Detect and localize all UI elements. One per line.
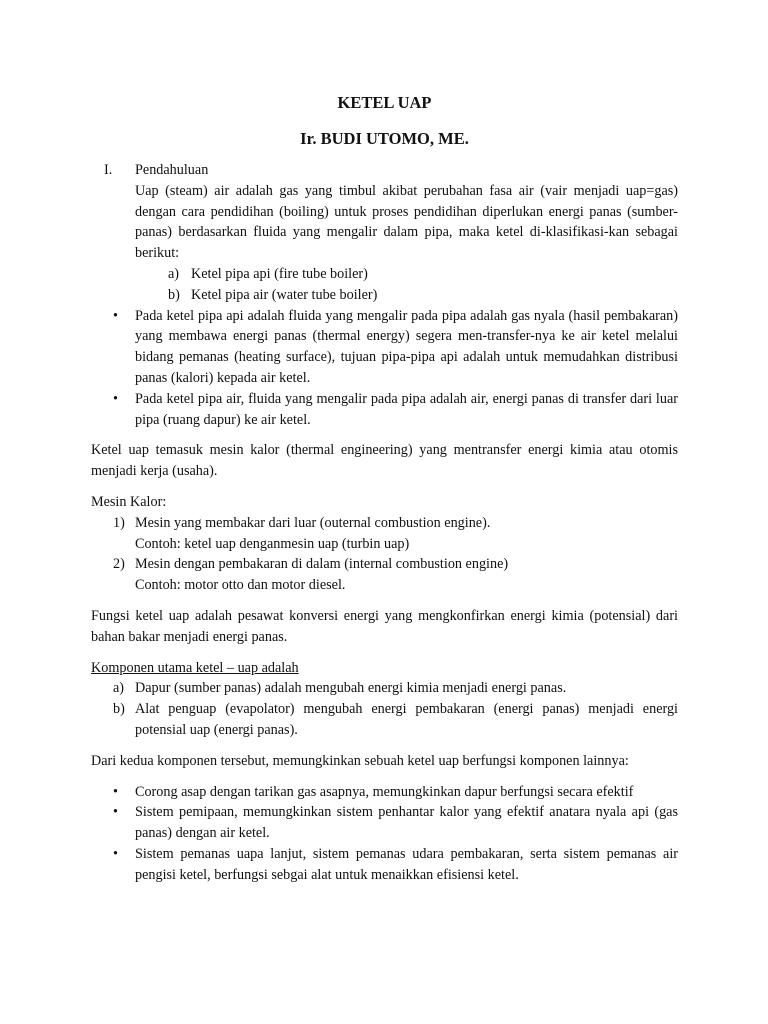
document-body [91,92,678,886]
list-marker: b) [168,286,180,303]
engine-list [91,513,678,596]
list-item-example: Contoh: ketel uap denganmesin uap (turbin uap) [135,535,410,552]
list-item [91,844,678,886]
list-marker: b) [113,701,125,718]
list-item-text: Pada ketel pipa api adalah fluida yang mengalir pada pipa adalah gas nyala (hasil pembakaran) yang membawa energi panas (thermal energy) segera men-transfer-nya ke air ketel melalui bidang pemanas (heating surface), tujuan pipa-pipa api adalah untuk memudahkan distribusi panas (kalori) kepada air ketel. [135,307,678,386]
list-item-text: Mesin yang membakar dari luar (outernal combustion engine). [135,514,491,531]
boiler-bullet-list [91,306,678,431]
section-heading: Pendahuluan [135,162,209,178]
boiler-type-list [168,264,678,306]
list-item [168,264,678,285]
list-item-text: Sistem pemipaan, memungkinkan sistem penhantar kalor yang efektif anatara nyala api (gas panas) dengan air ketel. [135,804,678,842]
list-item [91,678,678,699]
list-item [91,554,678,596]
list-item [91,389,678,431]
bullet-marker: • [113,845,118,862]
document-title: KETEL UAP [337,93,432,112]
list-item [91,699,678,741]
list-item-text: Mesin dengan pembakaran di dalam (internal combustion engine) [135,556,509,573]
list-item-text: Dapur (sumber panas) adalah mengubah energi kimia menjadi energi panas. [135,680,567,697]
list-item-text: Ketel pipa api (fire tube boiler) [191,265,368,282]
list-marker: 1) [113,514,125,531]
components-list [91,678,678,740]
section-number: I. [104,162,113,178]
list-item-example: Contoh: motor otto dan motor diesel. [135,577,346,594]
list-item-text: Ketel pipa air (water tube boiler) [191,286,378,303]
other-components-list [91,782,678,886]
paragraph: Fungsi ketel uap adalah pesawat konversi energi yang mengkonfirkan energi kimia (potensial) dari bahan bakar menjadi energi panas. [91,607,678,645]
list-item [91,306,678,389]
paragraph: Ketel uap temasuk mesin kalor (thermal engineering) yang mentransfer energi kimia atau otomis menjadi kerja (usaha). [91,442,678,480]
bullet-marker: • [113,804,118,821]
list-item [91,513,678,555]
list-item [168,285,678,306]
list-marker: a) [168,265,180,282]
list-item-text: Pada ketel pipa air, fluida yang mengalir pada pipa adalah air, energi panas di transfer dari luar pipa (ruang dapur) ke air ketel. [135,390,678,428]
list-item-text: Sistem pemanas uapa lanjut, sistem pemanas udara pembakaran, serta sistem pemanas air pengisi ketel, berfungsi sebgai alat untuk menaikkan efisiensi ketel. [135,845,678,883]
list-marker: 2) [113,556,125,573]
list-marker: a) [113,680,125,697]
list-item [91,782,678,803]
bullet-marker: • [113,390,118,407]
list-item [91,802,678,844]
section-introduction [91,160,678,306]
bullet-marker: • [113,307,118,324]
section-paragraph: Uap (steam) air adalah gas yang timbul akibat perubahan fasa air (vair menjadi uap=gas) dengan cara pendidihan (boiling) untuk proses pendidihan diperlukan energi panas (sumber-panas) berdasarkan fluida yang mengalir dalam pipa, maka ketel di-klasifikasi-kan sebagai berikut: [135,182,678,262]
document-author: Ir. BUDI UTOMO, ME. [300,129,469,148]
paragraph: Dari kedua komponen tersebut, memungkinkan sebuah ketel uap berfungsi komponen lainnya: [91,752,629,769]
components-heading [91,658,678,679]
components-heading-text: Komponen utama ketel – uap adalah [91,659,299,676]
list-item-text: Corong asap dengan tarikan gas asapnya, memungkinkan dapur berfungsi secara efektif [135,783,634,800]
paragraph: Mesin Kalor: [91,493,167,510]
list-item-text: Alat penguap (evapolator) mengubah energi pembakaran (energi panas) menjadi energi potensial uap (energi panas). [135,701,678,738]
bullet-marker: • [113,783,118,800]
